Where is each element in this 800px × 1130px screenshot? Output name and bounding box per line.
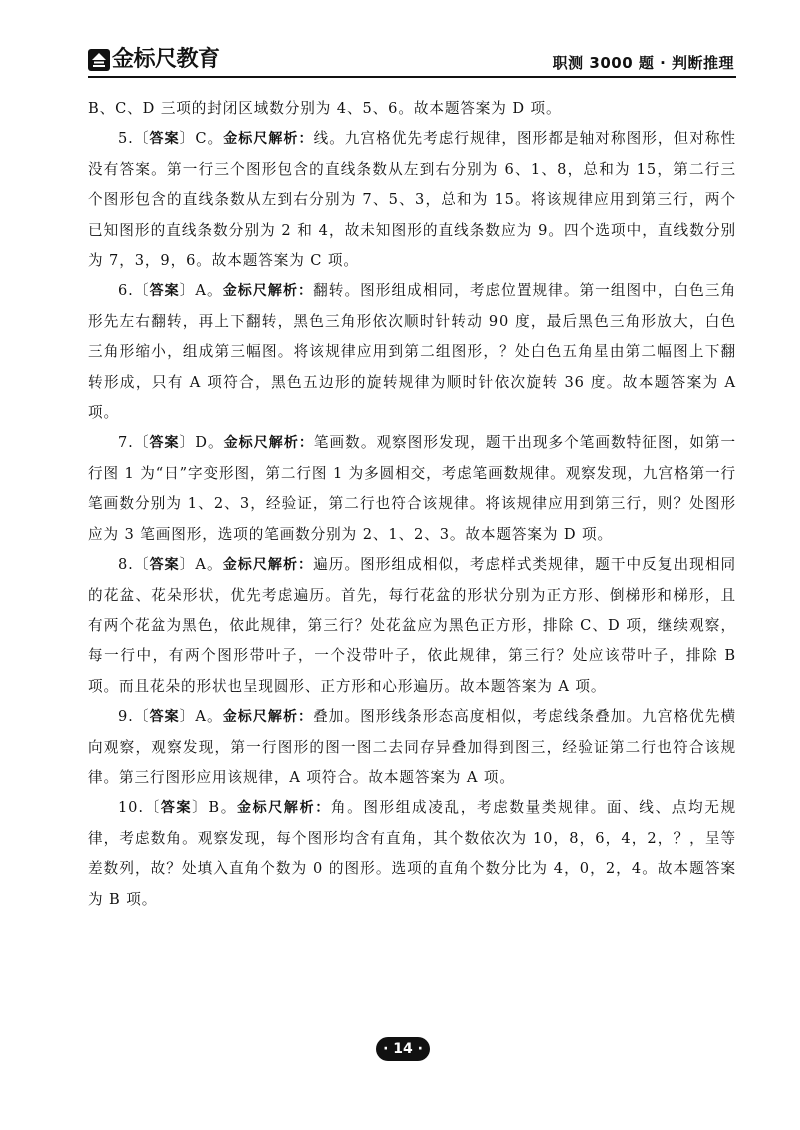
paragraph-text: 笔画数。观察图形发现，题干出现多个笔画数特征图，如第一行图 1 为“日”字变形图，第二行图 1 为多圆相交，考虑笔画数规律。观察发现，九宫格第一行笔画数分别为 1、2、3，经验证，第二行也符合该规律。将该规律应用到第三行，则？处图形应为 3 笔画图形，选项的笔画数分别为 2、1、2、3。故本题答案为 D 项。 [88,434,737,543]
question-number: 5.〔 [118,130,150,148]
answer-tag: 答案 [149,435,180,452]
question-number: 8.〔 [118,556,150,574]
answer-choice: 〕B。 [192,799,238,817]
paragraph-text: 线。九宫格优先考虑行规律，图形都是轴对称图形，但对称性没有答案。第一行三个图形包含的直线条数从左到右分别为 6、1、8，总和为 15，第二行三个图形包含的直线条数从左到右分别为 7、5、3，总和为 15。将该规律应用到第三行，两个已知图形的直线条数分别为 2 和 4，故未知图形的直线条数应为 9。四个选项中，直线数分别为 7，3，9，6。故本题答案为 C 项。 [88,130,737,270]
explanation-label: 金标尺解析： [223,131,314,148]
explanation-label: 金标尺解析： [223,435,314,452]
answer-choice: 〕A。 [179,708,223,726]
paragraph-text: 遍历。图形组成相似，考虑样式类规律，题干中反复出现相同的花盆、花朵形状，优先考虑遍历。首先，每行花盆的形状分别为正方形、倒梯形和梯形，且有两个花盆为黑色，依此规律，第三行？处花盆应为黑色正方形，排除 C、D 项，继续观察，每一行中，有两个图形带叶子，一个没带叶子，依此规律，第三行？处应该带叶子，排除 B 项。而且花朵的形状也呈现圆形、正方形和心形遍历。故本题答案为 A 项。 [88,556,736,695]
question-number: 9.〔 [118,708,150,726]
answer-choice: 〕A。 [179,556,223,574]
question-number: 6.〔 [118,282,150,300]
answer-paragraph-10 [88,793,736,915]
paragraph-text: 叠加。图形线条形态高度相似，考虑线条叠加。九宫格优先横向观察，观察发现，第一行图形的图一图二去同存异叠加得到图三，经验证第二行也符合该规律。第三行图形应用该规律，A 项符合。故本题答案为 A 项。 [88,708,736,786]
paragraph-text: B、C、D 三项的封闭区域数分别为 4、5、6。故本题答案为 D 项。 [88,100,562,117]
answer-paragraph-5 [88,124,736,276]
explanation-label: 金标尺解析： [222,283,314,300]
paragraph-text: 翻转。图形组成相同，考虑位置规律。第一组图中，白色三角形先左右翻转，再上下翻转，黑色三角形依次顺时针转动 90 度，最后黑色三角形放大，白色三角形缩小，组成第三幅图。将该规律应用到第二组图形，？处白色五角星由第二幅图上下翻转形成，只有 A 项符合，黑色五边形的旋转规律为顺时针依次旋转 36 度。故本题答案为 A 项。 [88,282,736,422]
answer-tag: 答案 [160,800,193,817]
page-number: · 14 · [376,1037,430,1061]
answer-paragraph-4-tail [88,94,736,124]
brand-name: 金标尺教育 [112,47,220,72]
answer-tag: 答案 [149,709,180,726]
answer-explanations [88,94,736,915]
question-number: 10.〔 [118,799,161,817]
explanation-label: 金标尺解析： [222,709,314,726]
answer-paragraph-6 [88,276,736,428]
answer-tag: 答案 [149,131,180,148]
question-number: 7.〔 [118,434,150,452]
answer-choice: 〕A。 [179,282,223,300]
explanation-label: 金标尺解析： [222,557,314,574]
answer-paragraph-7 [88,428,736,550]
brand [88,48,220,72]
answer-paragraph-9 [88,702,736,793]
explanation-label: 金标尺解析： [237,800,331,817]
answer-choice: 〕C。 [179,130,224,148]
answer-tag: 答案 [149,557,180,574]
page-header [88,40,736,78]
book-title: 职测 3000 题 · 判断推理 [552,54,734,72]
answer-choice: 〕D。 [179,434,224,452]
brand-logo-icon [88,49,110,71]
paragraph-text: 角。图形组成凌乱，考虑数量类规律。面、线、点均无规律，考虑数角。观察发现，每个图形均含有直角，其个数依次为 10，8，6，4，2，？，呈等差数列，故？处填入直角个数为 0 的图形。选项的直角个数分比为 4，0，2，4。故本题答案为 B 项。 [88,799,736,908]
answer-paragraph-8 [88,550,736,702]
answer-tag: 答案 [149,283,180,300]
